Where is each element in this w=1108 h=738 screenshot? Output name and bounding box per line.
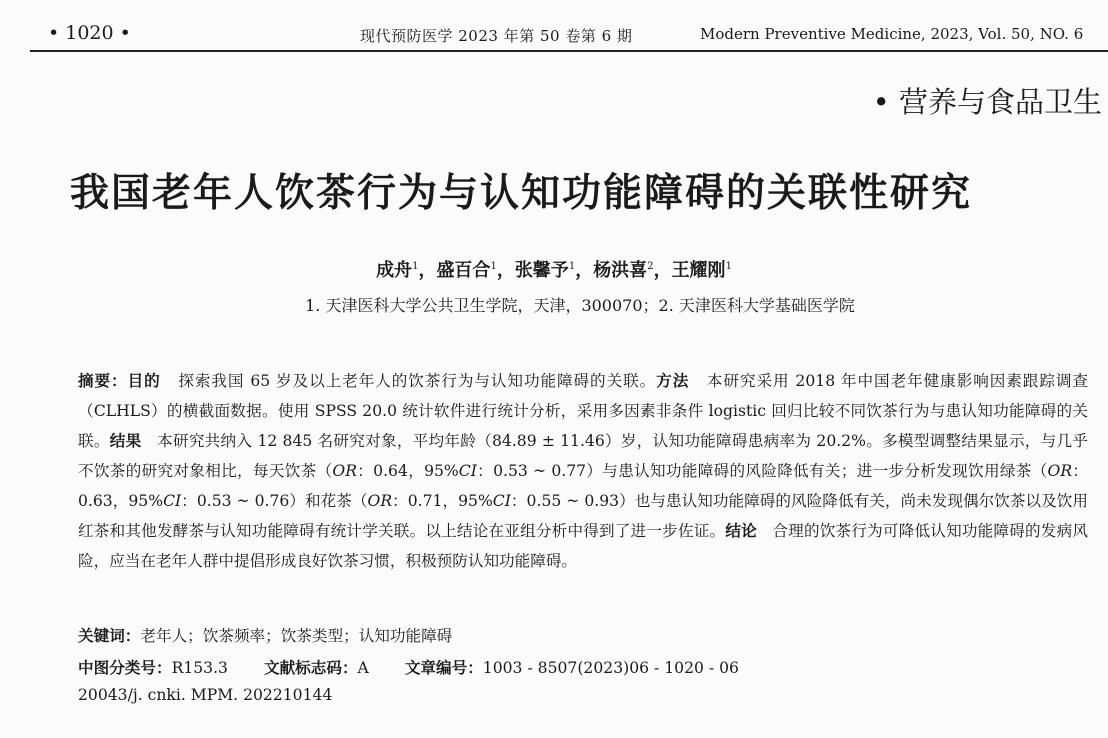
- results-label: 结果: [109, 432, 142, 450]
- clc-label: 中图分类号：: [78, 659, 172, 677]
- or-label: OR: [367, 492, 393, 510]
- methods-label: 方法: [656, 372, 690, 390]
- paper-title: 我国老年人饮茶行为与认知功能障碍的关联性研究: [70, 171, 973, 216]
- author-name: 杨洪喜: [593, 260, 648, 281]
- ci-label: CI: [492, 492, 511, 510]
- methods-text: 本研究采用 2018 年中国老年健康影响因素跟踪调查（CLHLS）的横截面数据。使用 SPSS 20.0 统计软件进行统计分析，采用多因素非条件 logistic 回归比较不同饮茶行为与患认知功能障碍的关联。: [78, 372, 1088, 450]
- author-list: 成舟$^1$，盛百合$^1$，张馨予$^1$，杨洪喜$^2$，王耀刚$^1$: [376, 260, 732, 281]
- clc-value: R153.3: [171, 659, 228, 677]
- author-affiliation-mark: 1: [568, 261, 576, 272]
- abstract-label: 摘要：: [78, 372, 128, 390]
- doc-code-label: 文献标志码：: [263, 659, 358, 677]
- results-text: ：0.55 ~ 0.93）也与患认知功能障碍的风险降低有关，尚未发现偶尔饮茶以及饮用红茶和其他发酵茶与认知功能障碍有统计学关联。以上结论在亚组分析中得到了进一步佐证。: [78, 492, 1089, 540]
- doi: 20043/j. cnki. MPM. 202210144: [78, 686, 333, 704]
- header-rule: [30, 50, 1108, 52]
- author-name: 盛百合: [436, 260, 491, 281]
- author-affiliation-mark: 1: [490, 261, 497, 272]
- classification-line: [78, 656, 739, 678]
- article-number-label: 文章编号：: [404, 659, 483, 677]
- keywords-value: 老年人；饮茶频率；饮茶类型；认知功能障碍: [140, 627, 453, 645]
- page-header: [0, 0, 1108, 52]
- ci-label: CI: [163, 492, 182, 510]
- author-affiliation-mark: 2: [647, 261, 654, 272]
- abstract: [78, 366, 1088, 576]
- affiliations: 1. 天津医科大学公共卫生学院，天津，300070；2. 天津医科大学基础医学院: [305, 296, 855, 315]
- results-text: ：0.53 ~ 0.77）与患认知功能障碍的风险降低有关；进一步分析发现饮用绿茶（: [476, 462, 1048, 480]
- doc-code-value: A: [357, 659, 369, 677]
- section-tag: • 营养与食品卫生: [872, 85, 1102, 119]
- or-label: OR: [1047, 462, 1073, 480]
- objective-label: 目的: [127, 372, 161, 390]
- results-text: ：0.64，95%: [356, 462, 459, 480]
- page-number: • 1020 •: [48, 22, 131, 44]
- conclusion-text: 合理的饮茶行为可降低认知功能障碍的发病风险，应当在老年人群中提倡形成良好饮茶习惯，积极预防认知功能障碍。: [78, 522, 1088, 570]
- results-text: ：0.53 ~ 0.76）和花茶（: [181, 492, 368, 510]
- keywords: [78, 624, 452, 646]
- results-text: ：0.71，95%: [392, 492, 493, 510]
- journal-name-cn: 现代预防医学 2023 年第 50 卷第 6 期: [360, 27, 633, 45]
- objective-text: 探索我国 65 岁及以上老年人的饮茶行为与认知功能障碍的关联。: [178, 372, 657, 390]
- author-name: 王耀刚: [671, 260, 726, 281]
- article-number-value: 1003 - 8507(2023)06 - 1020 - 06: [482, 659, 739, 677]
- results-text: 本研究共纳入 12 845 名研究对象，平均年龄（84.89 ± 11.46）岁，认知功能障碍患病率为 20.2%。多模型调整结果显示，与几乎不饮茶的研究对象相比，每天饮茶（: [78, 432, 1088, 480]
- author-name: 张馨予: [514, 260, 569, 281]
- author-affiliation-mark: 1: [412, 261, 419, 272]
- journal-name-en: Modern Preventive Medicine, 2023, Vol. 50, NO. 6: [700, 25, 1084, 43]
- conclusion-label: 结论: [725, 522, 757, 540]
- author-affiliation-mark: 1: [725, 261, 732, 272]
- results-text: ：0.63，95%: [78, 462, 1088, 510]
- author-name: 成舟: [376, 260, 413, 281]
- keywords-label: 关键词：: [78, 627, 141, 645]
- or-label: OR: [332, 462, 357, 480]
- ci-label: CI: [458, 462, 477, 480]
